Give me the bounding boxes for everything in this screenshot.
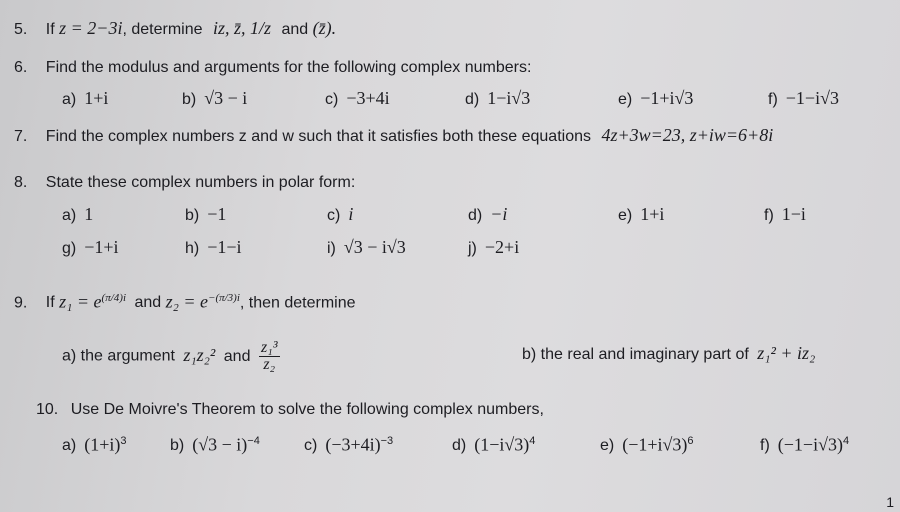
math-expression: (−1+i√3) <box>622 434 688 455</box>
math-expression: 1+i <box>84 88 109 108</box>
fraction-denominator: z₂ <box>263 356 276 373</box>
item-label: b) <box>182 91 197 108</box>
item-label: e) <box>600 437 615 455</box>
question-10 <box>36 400 544 420</box>
math-expression: i <box>348 204 354 224</box>
question-9b <box>522 343 815 365</box>
item-label: c) <box>327 207 341 224</box>
math-expression: z₁ = e <box>59 291 102 312</box>
equations: 4z+3w=23, z+iw=6+8i <box>601 125 774 145</box>
math-expression: −3+4i <box>346 88 390 108</box>
item-label: g) <box>62 240 77 257</box>
exponent: −4 <box>247 435 260 447</box>
item-label: h) <box>185 240 200 257</box>
question-text: and <box>223 347 251 365</box>
fraction-numerator: z₁³ <box>260 339 278 356</box>
question-8 <box>14 173 355 193</box>
question-number: 9. <box>14 294 28 312</box>
question-text: Find the complex numbers z and w such that it satisfies both these equations <box>45 128 591 145</box>
question-5 <box>14 18 336 40</box>
item-label: j) <box>468 240 477 257</box>
question-text: Use De Moivre's Theorem to solve the following complex numbers, <box>70 401 544 418</box>
list-item <box>182 87 247 111</box>
question-text: State these complex numbers in polar form: <box>45 174 356 191</box>
fraction <box>259 340 280 373</box>
exponent: 4 <box>529 435 536 447</box>
item-label: i) <box>327 240 336 257</box>
list-item <box>304 430 393 457</box>
math-expression: (1+i) <box>84 434 121 455</box>
math-expression: 1−i <box>781 204 806 224</box>
page-number: 1 <box>886 494 894 510</box>
question-6 <box>14 58 531 78</box>
list-item <box>468 203 507 227</box>
math-expression: (1−i√3) <box>474 434 530 455</box>
math-expression: (−3+4i) <box>325 434 381 455</box>
list-item <box>62 203 93 227</box>
list-item <box>62 236 119 260</box>
exponent: 6 <box>687 435 694 447</box>
list-item <box>618 203 664 227</box>
item-label: f) <box>768 91 778 108</box>
subquestion-label: b) the real and imaginary part of <box>522 346 749 363</box>
question-text: Find the modulus and arguments for the following complex numbers: <box>45 59 532 76</box>
math-expression: −1 <box>207 204 227 224</box>
question-text: and <box>134 294 162 312</box>
question-9a <box>62 340 280 373</box>
math-expression: (z̄). <box>312 18 337 38</box>
math-expression: −2+i <box>484 237 520 257</box>
list-item <box>468 236 519 260</box>
list-item <box>170 430 260 457</box>
math-expression: √3 − i <box>204 88 248 108</box>
list-item <box>600 430 694 457</box>
math-expression: z₁² + iz₂ <box>757 343 816 363</box>
subquestion-label: a) the argument <box>62 347 175 365</box>
math-expression: −1+i <box>84 237 119 257</box>
math-expression: √3 − i√3 <box>343 237 406 257</box>
list-item <box>62 430 127 457</box>
math-expression: −i <box>490 204 508 224</box>
math-expression: (−1−i√3) <box>777 434 843 455</box>
math-expression: 1+i <box>640 204 665 224</box>
list-item <box>760 430 849 457</box>
question-lead: If <box>45 294 55 312</box>
exponent: 3 <box>120 435 127 447</box>
math-expression: z = 2−3i <box>59 18 123 38</box>
math-expression: z₂ = e <box>165 291 209 312</box>
math-expression: −1−i√3 <box>785 88 839 108</box>
item-label: e) <box>618 91 633 108</box>
list-item <box>185 203 226 227</box>
list-item <box>465 87 530 111</box>
math-expression: (√3 − i) <box>192 434 248 455</box>
question-text: , determine <box>122 21 203 38</box>
exponent: 4 <box>842 435 850 447</box>
item-label: c) <box>325 91 339 108</box>
question-text: and <box>281 21 309 38</box>
question-number: 10. <box>36 401 59 418</box>
math-expression: −1+i√3 <box>640 88 694 108</box>
item-label: d) <box>452 437 467 455</box>
list-item <box>327 203 353 227</box>
list-item <box>764 203 806 227</box>
question-9 <box>14 288 356 313</box>
item-label: a) <box>62 437 77 455</box>
list-item <box>452 430 535 457</box>
math-expression: 1 <box>84 204 94 224</box>
list-item <box>618 87 693 111</box>
exponent: −(π/3)i <box>208 292 240 304</box>
math-expression: iz, z̄, 1/z <box>212 18 271 38</box>
math-expression: 1−i√3 <box>487 88 531 108</box>
question-number: 7. <box>14 128 28 145</box>
list-item <box>325 87 390 111</box>
item-label: d) <box>465 91 480 108</box>
item-label: a) <box>62 207 77 224</box>
list-item <box>327 236 406 260</box>
item-label: e) <box>618 207 633 224</box>
item-label: f) <box>760 437 770 455</box>
question-number: 6. <box>14 59 28 76</box>
question-7 <box>14 125 773 147</box>
question-text: , then determine <box>239 294 356 312</box>
exponent: −3 <box>380 435 394 447</box>
exponent: (π/4)i <box>101 292 126 304</box>
item-label: a) <box>62 91 77 108</box>
question-number: 8. <box>14 174 28 191</box>
question-lead: If <box>45 21 55 38</box>
list-item <box>185 236 242 260</box>
list-item <box>62 87 108 111</box>
item-label: b) <box>170 437 185 455</box>
item-label: b) <box>185 207 200 224</box>
item-label: d) <box>468 207 483 224</box>
question-number: 5. <box>14 21 28 38</box>
math-expression: −1−i <box>207 237 242 257</box>
math-expression: z₁z₂² <box>183 344 216 365</box>
list-item <box>768 87 839 111</box>
item-label: c) <box>304 437 318 455</box>
item-label: f) <box>764 207 774 224</box>
